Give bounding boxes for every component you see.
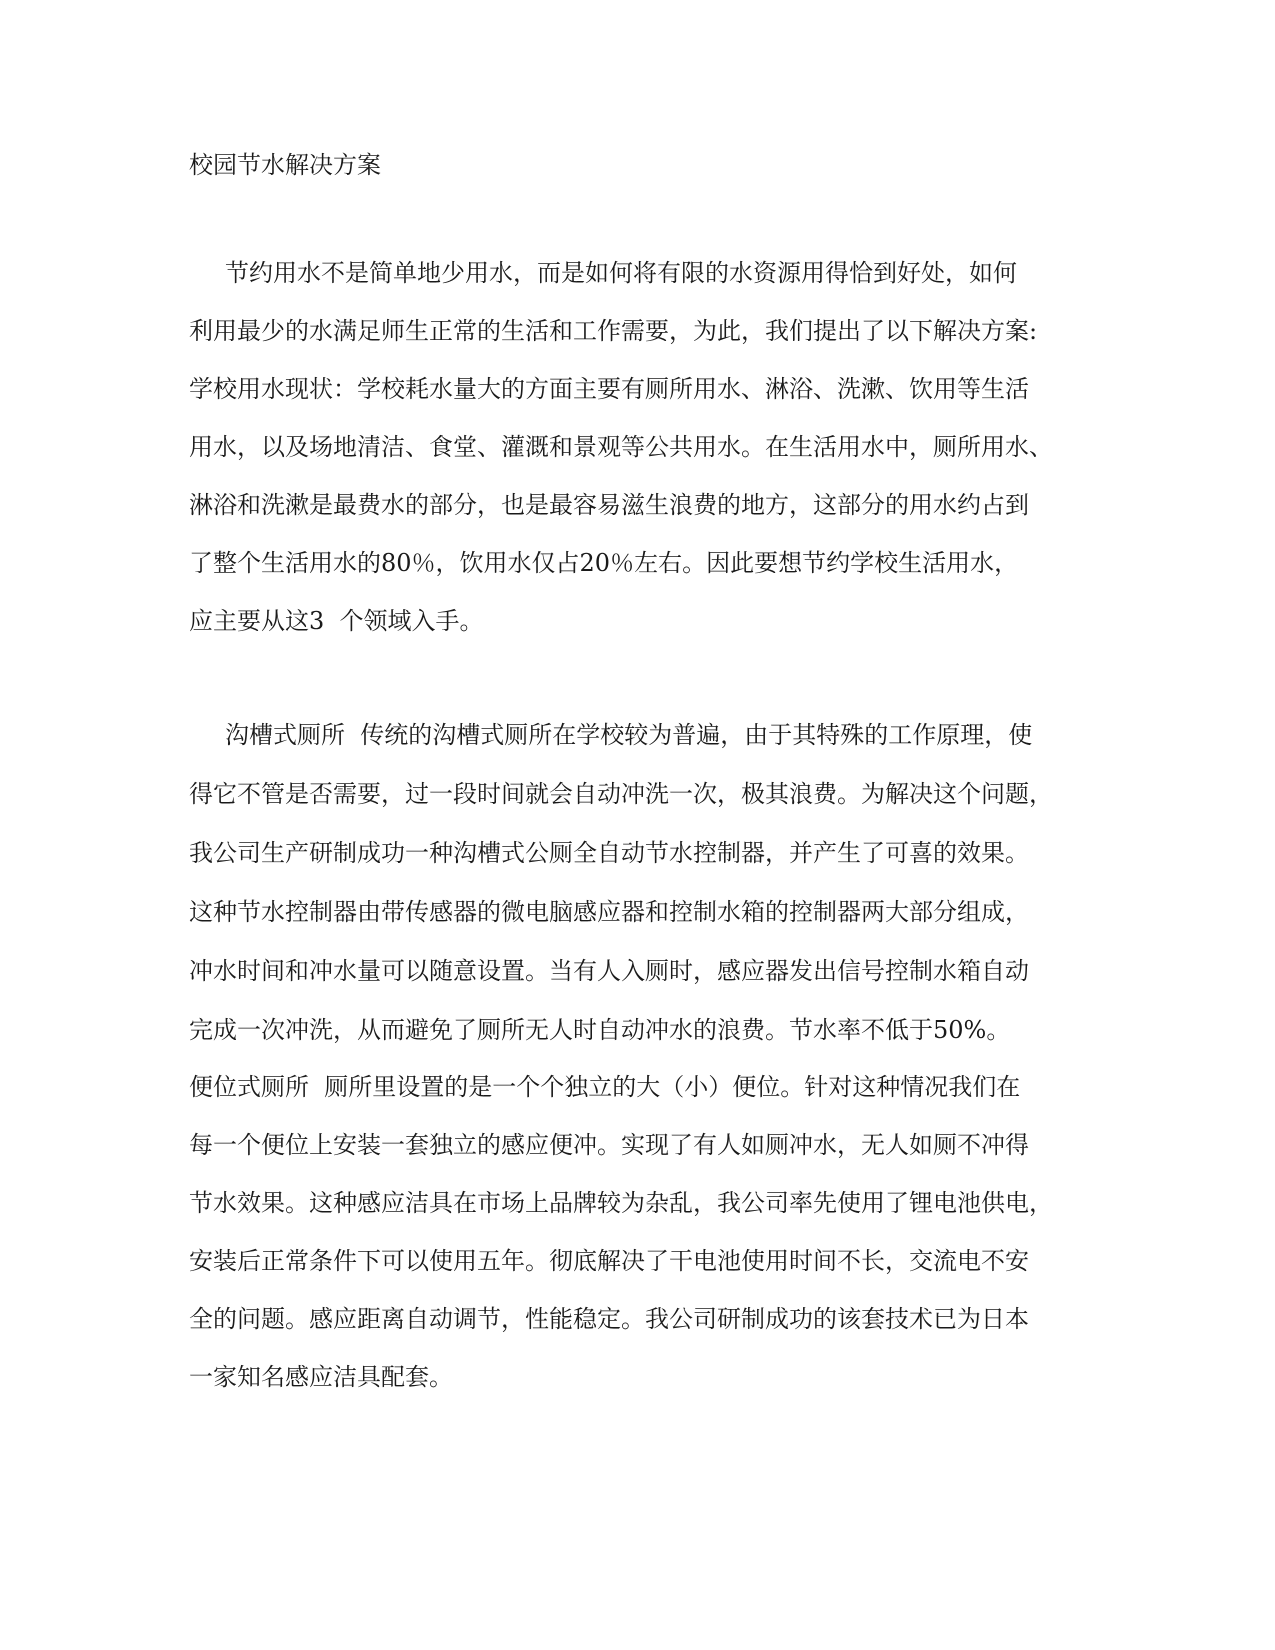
document-title: 校园节水解决方案 bbox=[189, 151, 381, 179]
paragraph-2-line-6: 完成一次冲洗，从而避免了厕所无人时自动冲水的浪费。节水率不低于50%。 bbox=[189, 1016, 1011, 1044]
paragraph-3-line-3: 节水效果。这种感应洁具在市场上品牌较为杂乱，我公司率先使用了锂电池供电， bbox=[189, 1189, 1053, 1217]
paragraph-1-line-7: 应主要从这3 个领域入手。 bbox=[189, 607, 484, 635]
paragraph-1-line-5: 淋浴和洗漱是最费水的部分，也是最容易滋生浪费的地方，这部分的用水约占到 bbox=[189, 491, 1029, 519]
paragraph-2-line-2: 得它不管是否需要，过一段时间就会自动冲洗一次，极其浪费。为解决这个问题， bbox=[189, 780, 1053, 808]
paragraph-2-line-3: 我公司生产研制成功一种沟槽式公厕全自动节水控制器，并产生了可喜的效果。 bbox=[189, 839, 1029, 867]
paragraph-3-line-6: 一家知名感应洁具配套。 bbox=[189, 1363, 453, 1391]
paragraph-3-line-2: 每一个便位上安装一套独立的感应便冲。实现了有人如厕冲水，无人如厕不冲得 bbox=[189, 1131, 1029, 1159]
paragraph-1-line-6: 了整个生活用水的80％，饮用水仅占20％左右。因此要想节约学校生活用水， bbox=[189, 549, 1019, 577]
paragraph-3-line-1: 便位式厕所 厕所里设置的是一个个独立的大（小）便位。针对这种情况我们在 bbox=[189, 1073, 1021, 1101]
paragraph-3-line-4: 安装后正常条件下可以使用五年。彻底解决了干电池使用时间不长，交流电不安 bbox=[189, 1247, 1029, 1275]
paragraph-2-line-1: 沟槽式厕所 传统的沟槽式厕所在学校较为普遍，由于其特殊的工作原理，使 bbox=[225, 721, 1033, 749]
paragraph-1-line-4: 用水，以及场地清洁、食堂、灌溉和景观等公共用水。在生活用水中，厕所用水、 bbox=[189, 433, 1053, 461]
paragraph-1-line-2: 利用最少的水满足师生正常的生活和工作需要，为此，我们提出了以下解决方案: bbox=[189, 317, 1038, 345]
paragraph-1-line-3: 学校用水现状：学校耗水量大的方面主要有厕所用水、淋浴、洗漱、饮用等生活 bbox=[189, 375, 1029, 403]
paragraph-2-line-5: 冲水时间和冲水量可以随意设置。当有人入厕时，感应器发出信号控制水箱自动 bbox=[189, 957, 1029, 985]
paragraph-1-line-1: 节约用水不是简单地少用水，而是如何将有限的水资源用得恰到好处，如何 bbox=[225, 259, 1017, 287]
paragraph-3-line-5: 全的问题。感应距离自动调节，性能稳定。我公司研制成功的该套技术已为日本 bbox=[189, 1305, 1029, 1333]
paragraph-2-line-4: 这种节水控制器由带传感器的微电脑感应器和控制水箱的控制器两大部分组成， bbox=[189, 898, 1029, 926]
